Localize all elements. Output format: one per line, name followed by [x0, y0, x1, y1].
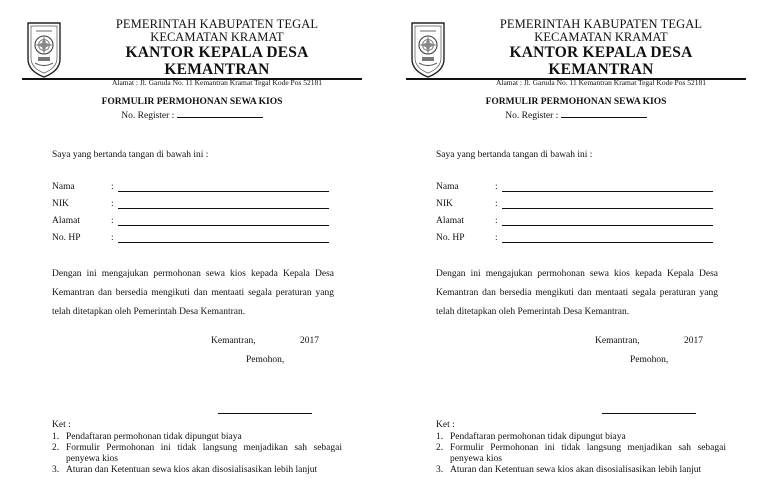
note-item — [436, 443, 726, 465]
note-item — [52, 443, 342, 465]
field-blank — [118, 208, 329, 209]
register-label: No. Register : — [121, 111, 175, 121]
note-number: 3. — [436, 465, 444, 475]
field-colon: : — [111, 216, 114, 226]
note-text: Formulir Permohonan ini tidak langsung menjadikan sah sebagai penyewa kios — [66, 443, 342, 464]
note-text: Aturan dan Ketentuan sewa kios akan disosialisasikan lebih lanjut — [66, 465, 318, 475]
applicant-fields — [52, 182, 332, 250]
note-item — [436, 465, 726, 476]
field-colon: : — [111, 233, 114, 243]
letterhead-office: KANTOR KEPALA DESA KEMANTRAN — [509, 44, 693, 78]
note-number: 2. — [436, 443, 444, 453]
note-text: Aturan dan Ketentuan sewa kios akan disosialisasikan lebih lanjut — [450, 465, 702, 475]
form-copy-right — [406, 0, 766, 503]
note-item — [436, 432, 726, 443]
register-number — [22, 109, 362, 122]
letterhead-regency: PEMERINTAH KABUPATEN TEGAL — [115, 17, 319, 31]
letterhead-address: Alamat : Jl. Garuda No. 11 Kemantran Kramat Tegal Kode Pos 52181 — [495, 78, 707, 87]
field-colon: : — [111, 199, 114, 209]
intro-text: Saya yang bertanda tangan di bawah ini : — [436, 150, 593, 160]
statement-text: Dengan ini mengajukan permohonan sewa kios kepada Kepala Desa Kemantran dan bersedia mengikuti dan mentaati segala peraturan yang telah ditetapkan oleh Pemerintah Desa Kemantran. — [52, 269, 334, 317]
note-item — [52, 432, 342, 443]
field-blank — [118, 225, 329, 226]
letterhead-district: KECAMATAN KRAMAT — [150, 30, 284, 44]
field-label: Alamat — [436, 216, 464, 226]
signature-line — [218, 413, 312, 414]
notes-heading: Ket : — [52, 420, 71, 430]
letterhead-regency: PEMERINTAH KABUPATEN TEGAL — [499, 17, 703, 31]
letterhead — [406, 17, 744, 87]
field-label: No. HP — [436, 233, 465, 243]
field-nama — [52, 182, 332, 199]
field-label: NIK — [52, 199, 69, 209]
note-text: Pendaftaran permohonan tidak dipungut biaya — [66, 432, 242, 442]
field-blank — [502, 208, 713, 209]
field-blank — [502, 191, 713, 192]
register-blank — [561, 109, 647, 118]
year-label: 2017 — [300, 336, 319, 346]
field-label: Nama — [52, 182, 75, 192]
form-title: FORMULIR PERMOHONAN SEWA KIOS — [485, 97, 667, 107]
field-colon: : — [495, 216, 498, 226]
letterhead-divider — [22, 78, 362, 80]
form-copy-left — [22, 0, 382, 503]
notes-heading: Ket : — [436, 420, 455, 430]
note-number: 2. — [52, 443, 60, 453]
note-number: 1. — [52, 432, 60, 442]
letterhead-district: KECAMATAN KRAMAT — [534, 30, 668, 44]
signature-line — [602, 413, 696, 414]
field-blank — [502, 242, 713, 243]
field-nik — [52, 199, 332, 216]
field-blank — [502, 225, 713, 226]
register-number — [406, 109, 746, 122]
note-text: Formulir Permohonan ini tidak langsung menjadikan sah sebagai penyewa kios — [450, 443, 726, 464]
field-nik — [436, 199, 716, 216]
regency-crest-icon — [409, 21, 447, 79]
field-blank — [118, 242, 329, 243]
notes-section — [436, 420, 726, 476]
form-title: FORMULIR PERMOHONAN SEWA KIOS — [101, 97, 283, 107]
letterhead-address: Alamat : Jl. Garuda No. 11 Kemantran Kramat Tegal Kode Pos 52181 — [111, 78, 323, 87]
regency-crest-icon — [25, 21, 63, 79]
place-label: Kemantran, — [211, 336, 256, 346]
field-blank — [118, 191, 329, 192]
letterhead-divider — [406, 78, 746, 80]
applicant-label: Pemohon, — [630, 355, 669, 365]
field-colon: : — [111, 182, 114, 192]
field-label: No. HP — [52, 233, 81, 243]
note-text: Pendaftaran permohonan tidak dipungut biaya — [450, 432, 626, 442]
notes-section — [52, 420, 342, 476]
field-label: NIK — [436, 199, 453, 209]
field-alamat — [436, 216, 716, 233]
field-colon: : — [495, 182, 498, 192]
applicant-label: Pemohon, — [246, 355, 285, 365]
field-label: Nama — [436, 182, 459, 192]
field-alamat — [52, 216, 332, 233]
place-date — [211, 336, 321, 347]
field-no-hp — [52, 233, 332, 250]
note-number: 3. — [52, 465, 60, 475]
field-nama — [436, 182, 716, 199]
field-no-hp — [436, 233, 716, 250]
place-date — [595, 336, 705, 347]
note-item — [52, 465, 342, 476]
note-number: 1. — [436, 432, 444, 442]
letterhead-office: KANTOR KEPALA DESA KEMANTRAN — [125, 44, 309, 78]
place-label: Kemantran, — [595, 336, 640, 346]
intro-text: Saya yang bertanda tangan di bawah ini : — [52, 150, 209, 160]
field-colon: : — [495, 233, 498, 243]
field-label: Alamat — [52, 216, 80, 226]
statement-text: Dengan ini mengajukan permohonan sewa kios kepada Kepala Desa Kemantran dan bersedia mengikuti dan mentaati segala peraturan yang telah ditetapkan oleh Pemerintah Desa Kemantran. — [436, 269, 718, 317]
field-colon: : — [495, 199, 498, 209]
register-blank — [177, 109, 263, 118]
applicant-fields — [436, 182, 716, 250]
letterhead — [22, 17, 360, 87]
year-label: 2017 — [684, 336, 703, 346]
register-label: No. Register : — [505, 111, 559, 121]
